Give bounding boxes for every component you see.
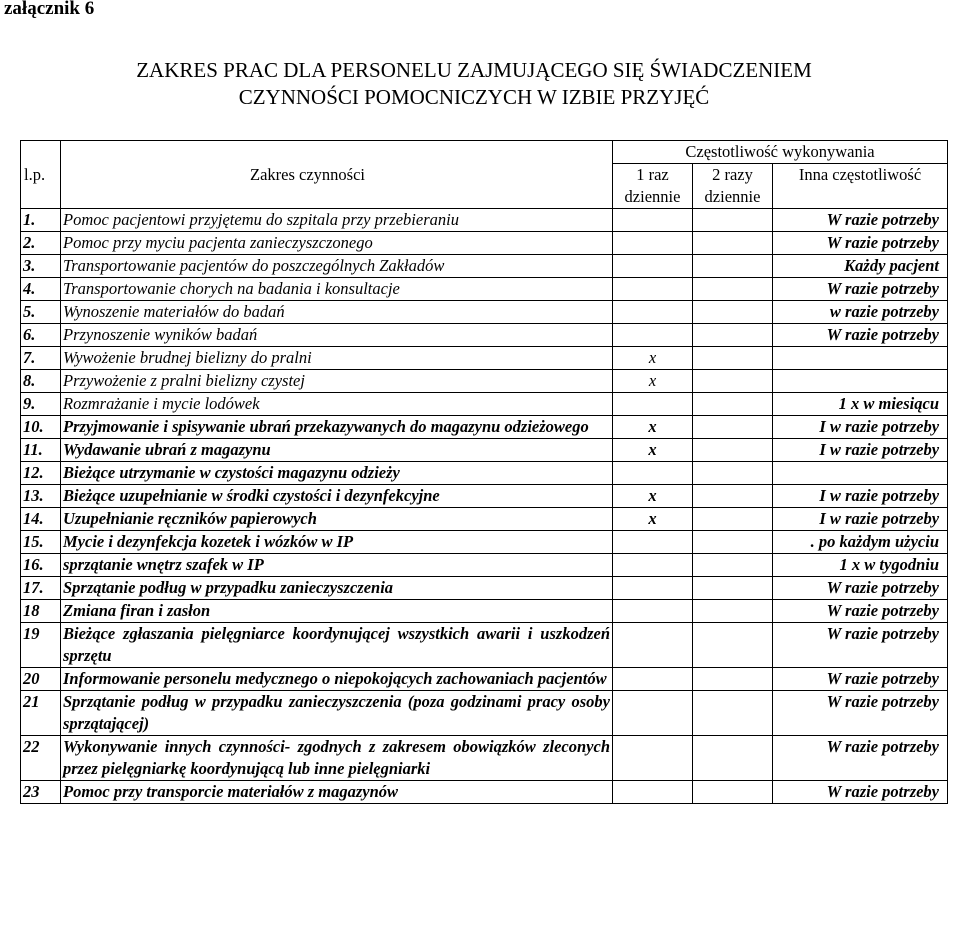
table-row — [21, 278, 948, 301]
table-row — [21, 393, 948, 416]
row-once-daily — [613, 462, 693, 485]
header-once-line1: 1 raz — [636, 165, 669, 184]
row-twice-daily — [693, 485, 773, 508]
row-other-frequency: 1 x w tygodniu — [773, 554, 948, 577]
row-number: 16. — [21, 554, 61, 577]
header-twice-line2: dziennie — [704, 187, 761, 206]
row-other-frequency: I w razie potrzeby — [773, 485, 948, 508]
row-task: Sprzątanie podług w przypadku zanieczyszczenia (poza godzinami pracy osoby sprzątającej) — [61, 691, 613, 736]
row-once-daily — [613, 324, 693, 347]
row-task: Bieżące uzupełnianie w środki czystości i dezynfekcyjne — [61, 485, 613, 508]
row-other-frequency: I w razie potrzeby — [773, 439, 948, 462]
row-other-frequency: w razie potrzeby — [773, 301, 948, 324]
table-header-row-1 — [21, 141, 948, 164]
row-once-daily: x — [613, 370, 693, 393]
row-other-frequency: W razie potrzeby — [773, 209, 948, 232]
row-task: Pomoc pacjentowi przyjętemu do szpitala przy przebieraniu — [61, 209, 613, 232]
row-twice-daily — [693, 393, 773, 416]
row-twice-daily — [693, 691, 773, 736]
table-row — [21, 324, 948, 347]
row-twice-daily — [693, 531, 773, 554]
row-twice-daily — [693, 668, 773, 691]
row-twice-daily — [693, 301, 773, 324]
table-row — [21, 508, 948, 531]
row-once-daily: x — [613, 439, 693, 462]
row-other-frequency: 1 x w miesiącu — [773, 393, 948, 416]
row-number: 18 — [21, 600, 61, 623]
row-task: Bieżące utrzymanie w czystości magazynu odzieży — [61, 462, 613, 485]
row-number: 4. — [21, 278, 61, 301]
table-row — [21, 301, 948, 324]
row-number: 11. — [21, 439, 61, 462]
row-number: 14. — [21, 508, 61, 531]
table-row — [21, 255, 948, 278]
row-task: Zmiana firan i zasłon — [61, 600, 613, 623]
row-other-frequency: W razie potrzeby — [773, 668, 948, 691]
table-body — [21, 209, 948, 804]
table-row — [21, 347, 948, 370]
table-row — [21, 781, 948, 804]
row-other-frequency: W razie potrzeby — [773, 232, 948, 255]
row-number: 5. — [21, 301, 61, 324]
table-row — [21, 462, 948, 485]
row-twice-daily — [693, 324, 773, 347]
row-number: 2. — [21, 232, 61, 255]
table-row — [21, 668, 948, 691]
table-row — [21, 416, 948, 439]
row-twice-daily — [693, 736, 773, 781]
row-number: 22 — [21, 736, 61, 781]
row-task: Przyjmowanie i spisywanie ubrań przekazywanych do magazynu odzieżowego — [61, 416, 613, 439]
row-number: 20 — [21, 668, 61, 691]
row-task: Uzupełnianie ręczników papierowych — [61, 508, 613, 531]
row-twice-daily — [693, 278, 773, 301]
header-task: Zakres czynności — [61, 141, 613, 209]
row-task: Wywożenie brudnej bielizny do pralni — [61, 347, 613, 370]
header-once-daily — [613, 164, 693, 209]
row-number: 1. — [21, 209, 61, 232]
row-once-daily — [613, 781, 693, 804]
row-once-daily: x — [613, 347, 693, 370]
row-task: Bieżące zgłaszania pielęgniarce koordynującej wszystkich awarii i uszkodzeń sprzętu — [61, 623, 613, 668]
row-once-daily — [613, 301, 693, 324]
row-twice-daily — [693, 508, 773, 531]
table-row — [21, 209, 948, 232]
row-task: Wydawanie ubrań z magazynu — [61, 439, 613, 462]
row-number: 15. — [21, 531, 61, 554]
row-task: sprzątanie wnętrz szafek w IP — [61, 554, 613, 577]
row-number: 6. — [21, 324, 61, 347]
row-once-daily: x — [613, 485, 693, 508]
row-once-daily: x — [613, 508, 693, 531]
row-task: Przywożenie z pralni bielizny czystej — [61, 370, 613, 393]
row-once-daily — [613, 600, 693, 623]
table-row — [21, 577, 948, 600]
document-title-line-2: CZYNNOŚCI POMOCNICZYCH W IZBIE PRZYJĘĆ — [238, 85, 710, 109]
row-twice-daily — [693, 347, 773, 370]
table-row — [21, 623, 948, 668]
row-twice-daily — [693, 370, 773, 393]
table-row — [21, 439, 948, 462]
table-row — [21, 600, 948, 623]
row-twice-daily — [693, 554, 773, 577]
row-twice-daily — [693, 781, 773, 804]
row-task: Mycie i dezynfekcja kozetek i wózków w IP — [61, 531, 613, 554]
row-twice-daily — [693, 600, 773, 623]
row-task: Informowanie personelu medycznego o niepokojących zachowaniach pacjentów — [61, 668, 613, 691]
row-task: Wykonywanie innych czynności- zgodnych z zakresem obowiązków zleconych przez pielęgniarkę koordynującą lub inne pielęgniarki — [61, 736, 613, 781]
row-once-daily: x — [613, 416, 693, 439]
row-number: 23 — [21, 781, 61, 804]
row-twice-daily — [693, 232, 773, 255]
row-once-daily — [613, 736, 693, 781]
row-other-frequency: W razie potrzeby — [773, 691, 948, 736]
row-task: Wynoszenie materiałów do badań — [61, 301, 613, 324]
row-other-frequency: W razie potrzeby — [773, 781, 948, 804]
attachment-label: załącznik 6 — [4, 0, 95, 19]
row-once-daily — [613, 623, 693, 668]
table-row — [21, 232, 948, 255]
row-number: 13. — [21, 485, 61, 508]
row-other-frequency: W razie potrzeby — [773, 736, 948, 781]
row-other-frequency — [773, 462, 948, 485]
row-number: 8. — [21, 370, 61, 393]
row-other-frequency: I w razie potrzeby — [773, 416, 948, 439]
row-other-frequency — [773, 347, 948, 370]
row-number: 12. — [21, 462, 61, 485]
table-row — [21, 554, 948, 577]
row-other-frequency: I w razie potrzeby — [773, 508, 948, 531]
table-row — [21, 485, 948, 508]
row-task: Pomoc przy myciu pacjenta zanieczyszczonego — [61, 232, 613, 255]
row-once-daily — [613, 209, 693, 232]
header-twice-daily — [693, 164, 773, 209]
row-task: Transportowanie pacjentów do poszczególnych Zakładów — [61, 255, 613, 278]
table-row — [21, 736, 948, 781]
row-once-daily — [613, 577, 693, 600]
document-title-line-1: ZAKRES PRAC DLA PERSONELU ZAJMUJĄCEGO SIĘ ŚWIADCZENIEM — [136, 58, 812, 82]
row-twice-daily — [693, 623, 773, 668]
row-other-frequency: W razie potrzeby — [773, 324, 948, 347]
row-once-daily — [613, 232, 693, 255]
row-number: 9. — [21, 393, 61, 416]
header-once-line2: dziennie — [624, 187, 681, 206]
row-task: Transportowanie chorych na badania i konsultacje — [61, 278, 613, 301]
row-once-daily — [613, 255, 693, 278]
table-row — [21, 370, 948, 393]
row-once-daily — [613, 531, 693, 554]
row-number: 3. — [21, 255, 61, 278]
row-number: 21 — [21, 691, 61, 736]
row-number: 17. — [21, 577, 61, 600]
row-other-frequency: . po każdym użyciu — [773, 531, 948, 554]
row-other-frequency — [773, 370, 948, 393]
header-lp: l.p. — [21, 141, 61, 209]
row-twice-daily — [693, 439, 773, 462]
row-once-daily — [613, 668, 693, 691]
row-other-frequency: W razie potrzeby — [773, 577, 948, 600]
row-task: Przynoszenie wyników badań — [61, 324, 613, 347]
header-frequency: Częstotliwość wykonywania — [613, 141, 948, 164]
header-other-frequency: Inna częstotliwość — [773, 164, 948, 209]
row-task: Pomoc przy transporcie materiałów z magazynów — [61, 781, 613, 804]
row-twice-daily — [693, 416, 773, 439]
row-twice-daily — [693, 255, 773, 278]
row-twice-daily — [693, 462, 773, 485]
row-task: Sprzątanie podług w przypadku zanieczyszczenia — [61, 577, 613, 600]
table-row — [21, 531, 948, 554]
row-other-frequency: W razie potrzeby — [773, 623, 948, 668]
table-row — [21, 691, 948, 736]
row-once-daily — [613, 278, 693, 301]
row-task: Rozmrażanie i mycie lodówek — [61, 393, 613, 416]
row-other-frequency: Każdy pacjent — [773, 255, 948, 278]
row-number: 10. — [21, 416, 61, 439]
tasks-table — [20, 140, 948, 804]
row-twice-daily — [693, 577, 773, 600]
row-once-daily — [613, 393, 693, 416]
header-twice-line1: 2 razy — [712, 165, 753, 184]
row-other-frequency: W razie potrzeby — [773, 278, 948, 301]
row-once-daily — [613, 554, 693, 577]
row-number: 19 — [21, 623, 61, 668]
row-once-daily — [613, 691, 693, 736]
row-other-frequency: W razie potrzeby — [773, 600, 948, 623]
row-number: 7. — [21, 347, 61, 370]
row-twice-daily — [693, 209, 773, 232]
